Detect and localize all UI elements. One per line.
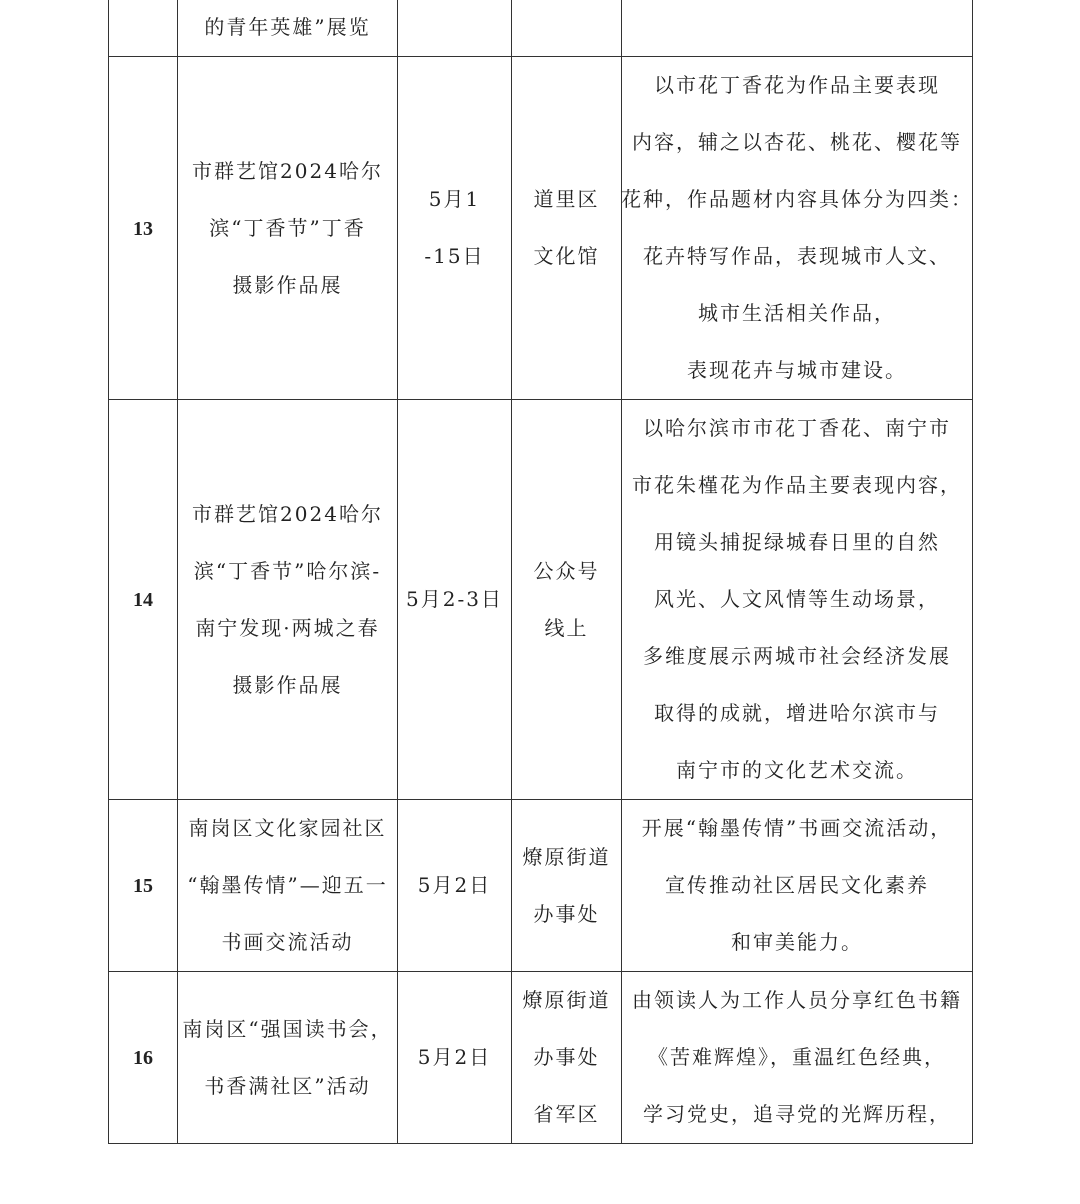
description-line: 市花朱槿花为作品主要表现内容，	[632, 473, 962, 497]
description-line: 用镜头捕捉绿城春日里的自然	[654, 530, 940, 554]
cell-num	[109, 800, 178, 972]
description-line: 城市生活相关作品，	[698, 301, 896, 325]
description-line: 开展“翰墨传情”书画交流活动，	[641, 816, 953, 840]
description-line: 以市花丁香花为作品主要表现	[654, 73, 940, 97]
row-number: 15	[133, 875, 153, 897]
description-line: 《苦难辉煌》，重温红色经典，	[648, 1045, 946, 1069]
cell-num	[109, 57, 178, 400]
activity-table	[108, 0, 973, 1144]
place-line: 办事处	[533, 1045, 600, 1069]
description-line: 内容，辅之以杏花、桃花、樱花等	[632, 130, 962, 154]
place-line: 燎原街道	[522, 988, 611, 1012]
cell-num	[109, 400, 178, 800]
description-line: 以哈尔滨市市花丁香花、南宁市	[643, 416, 951, 440]
cell-description	[622, 0, 973, 57]
cell-place	[512, 972, 622, 1144]
cell-description	[622, 57, 973, 400]
description-line: 学习党史，追寻党的光辉历程，	[643, 1102, 951, 1126]
activity-name-line: 摄影作品展	[232, 672, 343, 697]
cell-date	[398, 0, 512, 57]
cell-description	[622, 972, 973, 1144]
cell-activity-name	[178, 57, 398, 400]
description-line: 表现花卉与城市建设。	[687, 358, 907, 382]
description-line: 宣传推动社区居民文化素养	[665, 873, 929, 897]
place-line: 线上	[544, 615, 589, 640]
cell-place	[512, 0, 622, 57]
place-line: 道里区	[533, 187, 600, 211]
row-number: 16	[133, 1047, 153, 1069]
activity-name-line: 市群艺馆2024哈尔	[192, 501, 383, 526]
activity-name-line: 市群艺馆2024哈尔	[192, 158, 383, 183]
cell-date	[398, 400, 512, 800]
activity-name-line: 滨“丁香节”哈尔滨-	[193, 558, 382, 583]
description-line: 取得的成就，增进哈尔滨市与	[654, 701, 940, 725]
cell-date	[398, 800, 512, 972]
table-row	[109, 800, 973, 972]
place-line: 办事处	[533, 901, 600, 926]
description-line: 花种，作品题材内容具体分为四类：	[621, 187, 973, 211]
date-line: 5月2日	[417, 873, 492, 897]
description-line: 和审美能力。	[731, 930, 863, 954]
cell-activity-name	[178, 972, 398, 1144]
activity-name-line: “翰墨传情”—迎五一	[187, 873, 388, 897]
place-line: 文化馆	[533, 244, 600, 268]
date-line: -15日	[424, 244, 485, 268]
table-row	[109, 400, 973, 800]
activity-name-line: 滨“丁香节”丁香	[209, 215, 366, 240]
activity-name-line: 书香满社区”活动	[204, 1073, 371, 1098]
description-line: 风光、人文风情等生动场景，	[654, 587, 940, 611]
cell-description	[622, 800, 973, 972]
cell-place	[512, 800, 622, 972]
activity-name-line: 南岗区“强国读书会，	[182, 1016, 393, 1041]
cell-description	[622, 400, 973, 800]
description-line: 多维度展示两城市社会经济发展	[643, 644, 951, 668]
description-line: 南宁市的文化艺术交流。	[676, 758, 918, 782]
activity-name-line: 的青年英雄”展览	[204, 15, 371, 39]
cell-activity-name	[178, 800, 398, 972]
description-line: 花卉特写作品，表现城市人文、	[643, 244, 951, 268]
cell-place	[512, 57, 622, 400]
cell-place	[512, 400, 622, 800]
row-number: 13	[133, 217, 153, 240]
table-row	[109, 972, 973, 1144]
cell-date	[398, 57, 512, 400]
description-line: 由领读人为工作人员分享红色书籍	[632, 988, 962, 1012]
date-line: 5月2日	[417, 1045, 492, 1069]
date-line: 5月2-3日	[406, 587, 503, 611]
cell-activity-name	[178, 400, 398, 800]
cell-num	[109, 972, 178, 1144]
cell-activity-name	[178, 0, 398, 57]
table-row	[109, 57, 973, 400]
place-line: 公众号	[533, 558, 600, 583]
cell-date	[398, 972, 512, 1144]
activity-name-line: 南宁发现·两城之春	[195, 615, 380, 640]
activity-name-line: 摄影作品展	[232, 272, 343, 297]
row-number: 14	[133, 589, 153, 611]
table-row-partial	[109, 0, 973, 57]
date-line: 5月1	[428, 187, 481, 211]
cell-num	[109, 0, 178, 57]
place-line: 燎原街道	[522, 844, 611, 869]
activity-name-line: 书画交流活动	[221, 930, 354, 954]
activity-name-line: 南岗区文化家园社区	[188, 816, 387, 840]
place-line: 省军区	[533, 1102, 600, 1126]
